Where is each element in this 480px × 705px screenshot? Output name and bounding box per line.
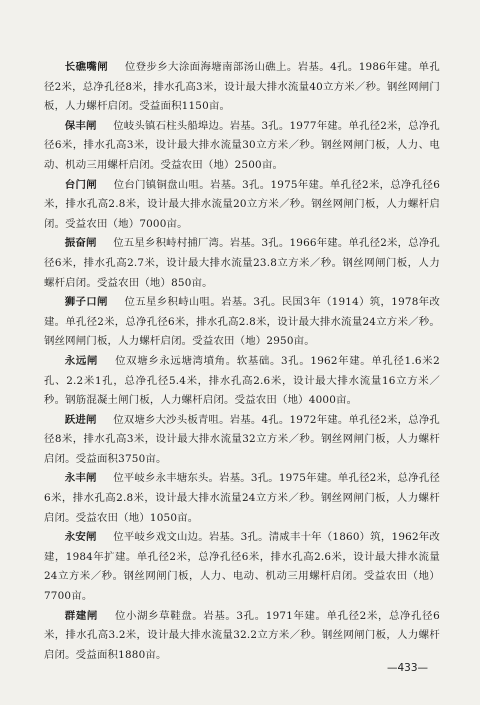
entry-name: 永远闸 <box>64 354 98 367</box>
entry-yongan-sluice <box>44 528 440 606</box>
entry-shizikou-sluice <box>44 293 440 352</box>
entry-text: 位平岐乡戏文山边。岩基。3孔。清咸丰十年（1860）筑，1962年改建，1984年扩建。单孔径2米，总净孔径6米，排水孔高2.6米，设计最大排水流量24立方米／秒。钢丝网闸门板，人力、电动、机动三用螺杆启闭。受益农田（地）7700亩。 <box>44 531 440 603</box>
entry-text: 位双塘乡永远塘湾墳角。软基础。3孔。1962年建。单孔径1.6米2孔、2.2米1孔，总净孔径5.4米，排水孔高2.6米，设计最大排水流量16立方米／秒。钢筋混凝土闸门板，人力螺杆启闭。受益农田（地）4000亩。 <box>44 354 440 407</box>
entry-text: 位台门镇铜盘山咀。岩基。3孔。1975年建。单孔径2米，总净孔径6米，排水孔高2.8米，设计最大排水流量20立方米／秒。钢丝网闸门板，人力螺杆启闭。受益农田（地）7000亩。 <box>44 178 440 230</box>
entry-text: 位五星乡积峙村捕厂湾。岩基。3孔。1966年建。单孔径2米，总净孔径6米，排水孔高2.7米，设计最大排水流量23.8立方米／秒。钢丝网闸门板，人力螺杆启闭。受益农田（地）850亩。 <box>44 237 441 289</box>
entry-name: 狮子口闸 <box>64 296 108 309</box>
entry-text: 位平岐乡永丰塘东头。岩基。3孔。1975年建。单孔径2米，总净孔径6米，排水孔高2.8米，设计最大排水流量24立方米／秒。钢丝网闸门板，人力螺杆启闭。受益农田（地）1050亩。 <box>44 472 441 524</box>
page-number: —433— <box>386 662 428 674</box>
entry-qunjian-sluice <box>44 607 440 666</box>
entry-text: 位五星乡积峙山咀。岩基。3孔。民国3年（1914）筑，1978年改建。单孔径2米，总净孔径6米，排水孔高2.8米，设计最大排水流量24立方米／秒。钢丝网闸门板，人力螺杆启闭。受益农田（地）2950亩。 <box>44 296 440 348</box>
entry-changjiaozui-sluice <box>44 58 440 117</box>
entry-text: 位小湖乡草鞋盘。岩基。3孔。1971年建。单孔径2米，总净孔径6米，排水孔高3.2米，设计最大排水流量32.2立方米／秒。钢丝网闸门板，人力螺杆启闭。受益面积1880亩。 <box>44 609 440 661</box>
entry-name: 台门闸 <box>64 178 97 191</box>
entry-name: 永安闸 <box>64 531 97 544</box>
entry-name: 群建闸 <box>64 609 98 622</box>
entry-text: 位双塘乡大沙头板青咀。岩基。4孔。1972年建。单孔径2米，总净孔径8米，排水孔高3米，设计最大排水流量32立方米／秒。钢丝网闸门板，人力螺杆启闭。受益面积3750亩。 <box>44 413 441 465</box>
entry-baofeng-sluice <box>44 117 440 176</box>
entry-yongfeng-sluice <box>44 469 440 528</box>
entry-name: 永丰闸 <box>64 472 97 485</box>
entry-taimen-sluice <box>44 176 440 235</box>
entry-text: 位登步乡大涂面海塘南部汤山礁上。岩基。4孔。1986年建。单孔径2米，总净孔径8米，排水孔高3米，设计最大排水流量40立方米／秒。钢丝网闸门板，人力螺杆启闭。受益面积1150亩。 <box>44 61 440 113</box>
entry-yongyuan-sluice <box>44 352 440 411</box>
entry-text: 位岐头镇石柱头船埠边。岩基。3孔。1977年建。单孔径2米，总净孔径6米，排水孔高3米，设计最大排水流量30立方米／秒。钢丝网闸门板，人力、电动、机动三用螺杆启闭。受益农田（地）2500亩。 <box>44 119 441 171</box>
entry-name: 长礁嘴闸 <box>64 61 109 73</box>
entry-name: 跃进闸 <box>64 413 97 426</box>
entry-zhenfen-sluice <box>44 234 440 293</box>
entry-name: 保丰闸 <box>64 119 97 132</box>
entry-yuejin-sluice <box>44 411 440 470</box>
entry-name: 振奋闸 <box>64 237 97 250</box>
